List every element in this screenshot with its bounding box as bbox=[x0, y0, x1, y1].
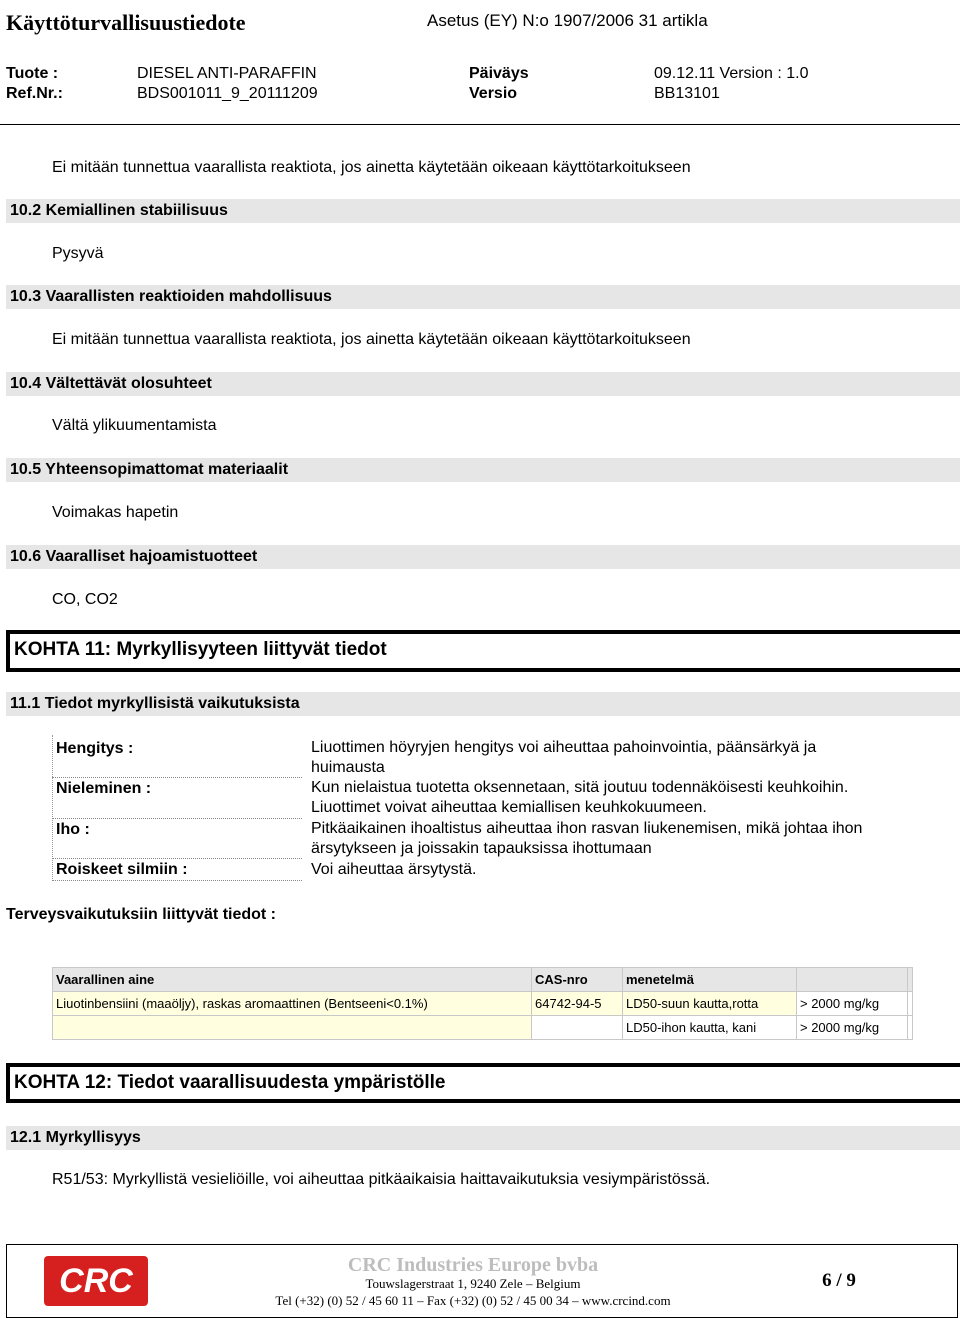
effect-label-ingestion: Nieleminen : bbox=[56, 780, 152, 797]
header-divider bbox=[0, 124, 960, 125]
table-row bbox=[53, 992, 913, 1016]
subsection-12-1-text: R51/53: Myrkyllistä vesieliöille, voi aiheuttaa pitkäaikaisia haittavaikutuksia vesiympäristössä. bbox=[52, 1171, 711, 1188]
date-label: Päiväys bbox=[469, 65, 529, 82]
ref-label: Ref.Nr.: bbox=[6, 85, 63, 102]
subsection-12-1-header bbox=[6, 1126, 960, 1150]
subsection-10-3-header bbox=[6, 285, 960, 309]
effect-text-skin-line2: ärsytykseen ja joissakin tapauksissa ihottumaan bbox=[311, 840, 652, 857]
subsection-10-2-title: 10.2 Kemiallinen stabiilisuus bbox=[10, 202, 228, 219]
health-info-label: Terveysvaikutuksiin liittyvät tiedot : bbox=[6, 906, 277, 923]
cell-value: > 2000 mg/kg bbox=[797, 992, 908, 1016]
date-value: 09.12.11 Version : 1.0 bbox=[654, 65, 809, 82]
section-11-title: KOHTA 11: Myrkyllisyyteen liittyvät tiedot bbox=[14, 639, 387, 660]
effect-label-inhalation: Hengitys : bbox=[56, 740, 134, 757]
product-label: Tuote : bbox=[6, 65, 59, 82]
subsection-10-4-text: Vältä ylikuumentamista bbox=[52, 417, 217, 434]
subsection-10-5-title: 10.5 Yhteensopimattomat materiaalit bbox=[10, 461, 289, 478]
document-title: Käyttöturvallisuustiedote bbox=[6, 10, 246, 35]
subsection-10-5-text: Voimakas hapetin bbox=[52, 504, 179, 521]
cell-spacer bbox=[908, 992, 913, 1016]
header-substance: Vaarallinen aine bbox=[53, 968, 532, 992]
section-12-header bbox=[6, 1063, 960, 1103]
cell-method: LD50-suun kautta,rotta bbox=[623, 992, 797, 1016]
subsection-10-4-header bbox=[6, 372, 960, 396]
page-number: 6 / 9 bbox=[822, 1270, 856, 1291]
cell-substance bbox=[53, 1016, 532, 1040]
table-row bbox=[53, 1016, 913, 1040]
header-cas: CAS-nro bbox=[532, 968, 623, 992]
company-name: CRC Industries Europe bvba bbox=[347, 1254, 599, 1276]
effect-label-skin: Iho : bbox=[56, 821, 90, 838]
header-value bbox=[797, 968, 908, 992]
product-value: DIESEL ANTI-PARAFFIN bbox=[137, 65, 317, 82]
effect-label-eyes: Roiskeet silmiin : bbox=[56, 861, 188, 878]
cell-spacer bbox=[908, 1016, 913, 1040]
subsection-12-1-title: 12.1 Myrkyllisyys bbox=[10, 1129, 141, 1146]
logo-text: CRC bbox=[59, 1262, 133, 1300]
effects-divider bbox=[52, 818, 302, 819]
cell-cas: 64742-94-5 bbox=[532, 992, 623, 1016]
subsection-10-3-text: Ei mitään tunnettua vaarallista reaktiota, jos ainetta käytetään oikeaan käyttötarkoitukseen bbox=[52, 331, 691, 348]
hazardous-substances-table bbox=[52, 967, 913, 1040]
company-contact: Tel (+32) (0) 52 / 45 60 11 – Fax (+32) (0) 52 / 45 00 34 – www.crcind.com bbox=[275, 1293, 671, 1308]
effects-divider bbox=[52, 858, 302, 859]
cell-value: > 2000 mg/kg bbox=[797, 1016, 908, 1040]
ref-value: BDS001011_9_20111209 bbox=[137, 85, 318, 102]
subsection-10-5-header bbox=[6, 458, 960, 482]
reactivity-text: Ei mitään tunnettua vaarallista reaktiota, jos ainetta käytetään oikeaan käyttötarkoitukseen bbox=[52, 159, 691, 176]
effects-divider bbox=[52, 880, 302, 881]
regulation-reference: Asetus (EY) N:o 1907/2006 31 artikla bbox=[427, 11, 708, 30]
subsection-10-6-header bbox=[6, 545, 960, 569]
effect-text-ingestion-line2: Liuottimet voivat aiheuttaa kemiallisen keuhkokuumeen. bbox=[311, 799, 707, 816]
section-12-title: KOHTA 12: Tiedot vaarallisuudesta ympäristölle bbox=[14, 1072, 446, 1093]
subsection-11-1-header bbox=[6, 692, 960, 716]
effect-text-inhalation-line2: huimausta bbox=[311, 759, 385, 776]
effects-divider bbox=[52, 777, 302, 778]
header-spacer bbox=[908, 968, 913, 992]
version-value: BB13101 bbox=[654, 85, 720, 102]
cell-cas bbox=[532, 1016, 623, 1040]
cell-substance: Liuotinbensiini (maaöljy), raskas aromaattinen (Bentseeni<0.1%) bbox=[53, 992, 532, 1016]
crc-logo bbox=[44, 1256, 148, 1306]
header-method: menetelmä bbox=[623, 968, 797, 992]
subsection-10-2-text: Pysyvä bbox=[52, 245, 104, 262]
effect-text-ingestion-line1: Kun nielaistua tuotetta oksennetaan, sitä joutuu todennäköisesti keuhkoihin. bbox=[311, 779, 849, 796]
effect-text-skin-line1: Pitkäaikainen ihoaltistus aiheuttaa ihon rasvan liukenemisen, mikä johtaa ihon bbox=[311, 820, 863, 837]
subsection-10-6-text: CO, CO2 bbox=[52, 591, 118, 608]
company-address: Touwslagerstraat 1, 9240 Zele – Belgium bbox=[365, 1276, 581, 1291]
subsection-10-4-title: 10.4 Vältettävät olosuhteet bbox=[10, 375, 212, 392]
effect-text-eyes: Voi aiheuttaa ärsytystä. bbox=[311, 861, 477, 878]
cell-method: LD50-ihon kautta, kani bbox=[623, 1016, 797, 1040]
version-label: Versio bbox=[469, 85, 518, 102]
subsection-11-1-title: 11.1 Tiedot myrkyllisistä vaikutuksista bbox=[10, 695, 300, 712]
subsection-10-6-title: 10.6 Vaaralliset hajoamistuotteet bbox=[10, 548, 258, 565]
section-11-header bbox=[6, 630, 960, 672]
table-header-row bbox=[53, 968, 913, 992]
subsection-10-3-title: 10.3 Vaarallisten reaktioiden mahdollisuus bbox=[10, 288, 332, 305]
effect-text-inhalation-line1: Liuottimen höyryjen hengitys voi aiheuttaa pahoinvointia, päänsärkyä ja bbox=[311, 739, 817, 756]
subsection-10-2-header bbox=[6, 199, 960, 223]
